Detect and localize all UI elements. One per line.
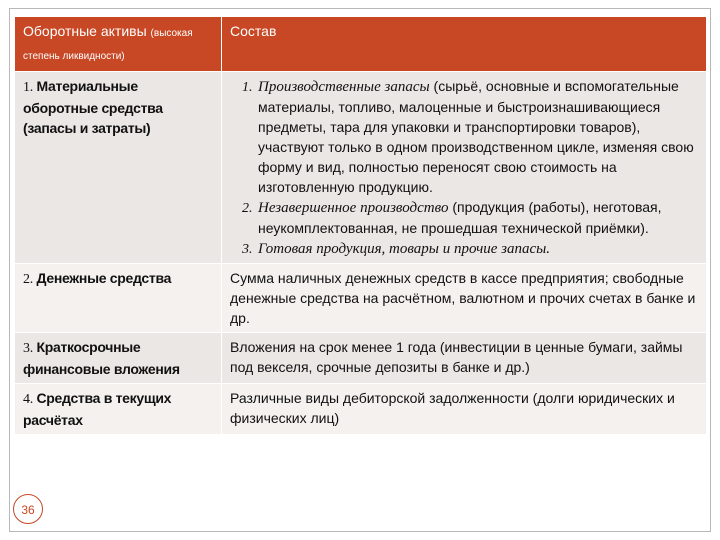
page-number: 36 (13, 494, 43, 524)
header-assets-note: (высокая степень ликвидности) (23, 28, 193, 62)
row-number: 1. (23, 80, 33, 95)
row-content-cell: Вложения на срок менее 1 года (инвестиции в ценные бумаги, займы под векселя, срочные депозиты в банке и др.) (222, 333, 707, 384)
row-content-cell: Сумма наличных денежных средств в кассе предприятия; свободные денежные средства на расчётном, валютном и прочих счетах в банке и др. (222, 264, 707, 333)
row-label: Денежные средства (36, 270, 172, 286)
item-title: Производственные запасы (258, 79, 430, 95)
row-number: 4. (23, 392, 33, 407)
row-label: Материальные оборотные средства (запасы и затраты) (23, 78, 163, 136)
row-content-cell: Различные виды дебиторской задолженности (долги юридических и физических лиц) (222, 384, 707, 435)
table-row (15, 384, 707, 435)
table-header-row (15, 17, 707, 72)
list-item (256, 197, 698, 238)
composition-list (230, 76, 698, 259)
item-text: (сырьё, основные и вспомогательные материалы, топливо, малоценные и быстроизнашивающиеся предметы, тара для упаковки и транспортировки товаров), участвуют только в одном производственном цикле, изменяя свою форму и вид, полностью переносят свою стоимость на изготовленную продукцию. (258, 78, 694, 195)
assets-table (14, 16, 707, 435)
header-composition: Состав (222, 17, 707, 72)
row-number: 3. (23, 341, 33, 356)
row-number: 2. (23, 272, 33, 287)
row-content-cell (222, 72, 707, 264)
table-row (15, 264, 707, 333)
row-label: Средства в текущих расчётах (23, 390, 172, 428)
table-row (15, 333, 707, 384)
list-item (256, 76, 698, 197)
row-label-cell (15, 264, 222, 333)
item-text: (продукция (работы), неготовая, неукомплектованная, не прошедшая технической приёмки). (258, 199, 662, 236)
header-assets (15, 17, 222, 72)
row-label-cell (15, 384, 222, 435)
table-row (15, 72, 707, 264)
row-label: Краткосрочные финансовые вложения (23, 339, 180, 377)
row-label-cell (15, 333, 222, 384)
item-title: Готовая продукция, товары и прочие запасы. (258, 241, 551, 257)
row-label-cell (15, 72, 222, 264)
header-assets-main: Оборотные активы (23, 23, 147, 39)
list-item (256, 238, 698, 259)
item-title: Незавершенное производство (258, 200, 449, 216)
